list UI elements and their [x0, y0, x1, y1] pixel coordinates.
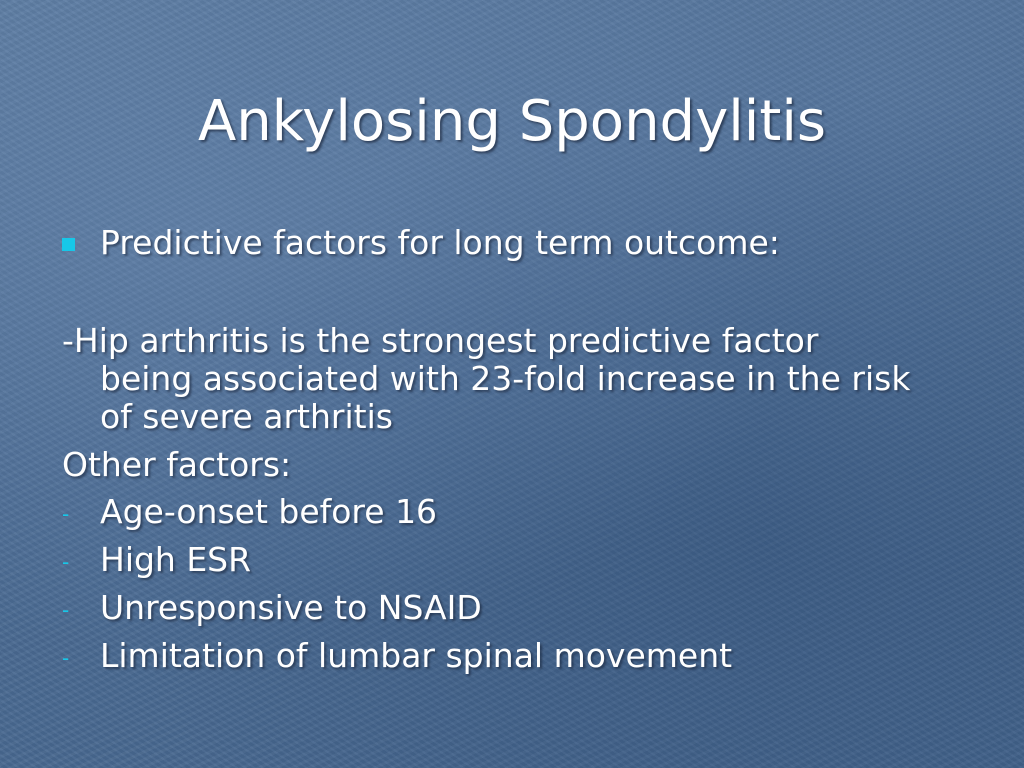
factor-text: High ESR: [100, 540, 252, 579]
factor-text: Unresponsive to NSAID: [100, 588, 482, 627]
paragraph-line-2: being associated with 23-fold increase in the risk: [100, 359, 911, 398]
dash-bullet-icon: -: [62, 598, 70, 622]
dash-bullet-icon: -: [62, 550, 70, 574]
slide-title: Ankylosing Spondylitis: [197, 89, 827, 154]
dash-bullet-icon: -: [62, 646, 70, 670]
paragraph-line-3: of severe arthritis: [100, 397, 393, 436]
main-bullet-text: Predictive factors for long term outcome:: [100, 223, 780, 262]
factor-text: Age-onset before 16: [100, 492, 438, 531]
other-factors-heading: Other factors:: [62, 445, 292, 484]
paragraph-line-1: -Hip arthritis is the strongest predictive factor: [62, 321, 819, 360]
hip-arthritis-paragraph: [62, 322, 910, 436]
square-bullet-icon: [62, 238, 75, 251]
factor-text: Limitation of lumbar spinal movement: [100, 636, 733, 675]
dash-bullet-icon: -: [62, 502, 70, 526]
